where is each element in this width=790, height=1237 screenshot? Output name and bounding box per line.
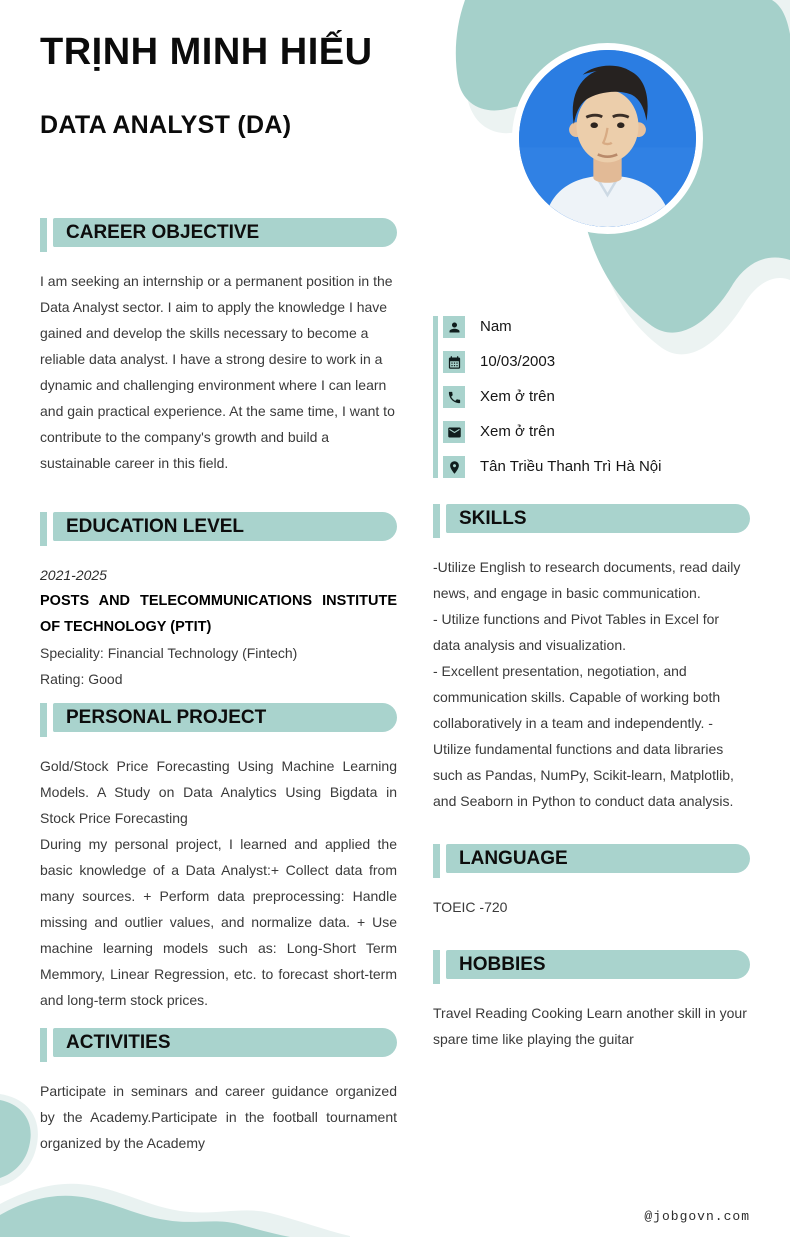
email-icon — [443, 421, 465, 443]
left-column — [40, 0, 397, 1156]
info-row-email — [443, 421, 750, 443]
section-heading — [40, 512, 397, 546]
section-heading — [433, 844, 750, 878]
section-heading — [40, 1028, 397, 1062]
heading-title: EDUCATION LEVEL — [53, 512, 397, 541]
education-speciality: Speciality: Financial Technology (Fintech) — [40, 645, 298, 661]
info-address: Tân Triều Thanh Trì Hà Nội — [480, 458, 662, 475]
section-career-objective — [40, 218, 397, 476]
heading-title: LANGUAGE — [446, 844, 750, 873]
heading-title: HOBBIES — [446, 950, 750, 979]
heading-accent-bar — [40, 218, 47, 252]
heading-title: PERSONAL PROJECT — [53, 703, 397, 732]
section-heading — [40, 703, 397, 737]
heading-accent-bar — [433, 504, 440, 538]
section-activities — [40, 1028, 397, 1156]
activities-text: Participate in seminars and career guidance organized by the Academy.Participate in the football tournament organized by the Academy — [40, 1083, 397, 1151]
section-heading — [433, 504, 750, 538]
section-hobbies — [433, 950, 750, 1052]
section-heading — [40, 218, 397, 252]
info-row-birthdate — [443, 351, 750, 373]
info-email: Xem ở trên — [480, 423, 555, 440]
section-personal-project — [40, 703, 397, 1013]
education-school: POSTS AND TELECOMMUNICATIONS INSTITUTE OF TECHNOLOGY (PTIT) — [40, 593, 397, 635]
section-language — [433, 844, 750, 920]
project-text: During my personal project, I learned and applied the basic knowledge of a Data Analyst:+ Collect data from many sources. + Perform data preprocessing: Handle missing and outlier values, and normalize data. + Use machine learning models such as: Long-Short Term Memmory, Linear Regression, etc. to forecast short-term and long-term stock prices. — [40, 836, 397, 1008]
section-heading — [433, 950, 750, 984]
info-birthdate: 10/03/2003 — [480, 353, 556, 370]
info-row-address — [443, 456, 750, 478]
info-phone: Xem ở trên — [480, 388, 555, 405]
job-title: DATA ANALYST (DA) — [40, 111, 292, 139]
heading-accent-bar — [40, 703, 47, 737]
heading-title: SKILLS — [446, 504, 750, 533]
heading-title: CAREER OBJECTIVE — [53, 218, 397, 247]
info-row-gender — [443, 316, 750, 338]
section-education — [40, 512, 397, 692]
heading-accent-bar — [433, 950, 440, 984]
education-period: 2021-2025 — [40, 567, 107, 583]
career-objective-text: I am seeking an internship or a permanent position in the Data Analyst sector. I aim to apply the knowledge I have gained and develop the skills necessary to become a reliable data analyst. I have a strong desire to work in a dynamic and challenging environment where I can learn and gain practical experience. At the same time, I want to contribute to the company's growth and build a sustainable career in this field. — [40, 273, 395, 471]
heading-title: ACTIVITIES — [53, 1028, 397, 1057]
hobbies-text: Travel Reading Cooking Learn another skill in your spare time like playing the guitar — [433, 1005, 747, 1047]
heading-accent-bar — [40, 512, 47, 546]
education-rating: Rating: Good — [40, 671, 123, 687]
phone-icon — [443, 386, 465, 408]
language-text: TOEIC -720 — [433, 899, 508, 915]
person-icon — [443, 316, 465, 338]
info-gender: Nam — [480, 318, 512, 335]
info-row-phone — [443, 386, 750, 408]
calendar-icon — [443, 351, 465, 373]
project-text: Gold/Stock Price Forecasting Using Machine Learning Models. A Study on Data Analytics Using Bigdata in Stock Price Forecasting — [40, 758, 397, 826]
heading-accent-bar — [40, 1028, 47, 1062]
right-column — [433, 0, 750, 1052]
heading-accent-bar — [433, 844, 440, 878]
skills-text: - Utilize functions and Pivot Tables in Excel for data analysis and visualization. — [433, 611, 720, 653]
candidate-name: TRỊNH MINH HIẾU — [40, 31, 373, 73]
location-pin-icon — [443, 456, 465, 478]
section-skills — [433, 504, 750, 814]
site-watermark: @jobgovn.com — [644, 1209, 750, 1224]
personal-info-block — [433, 316, 750, 478]
skills-text: - Excellent presentation, negotiation, and communication skills. Capable of working both collaboratively in a team and independently. - Utilize fundamental functions and data libraries such as Pandas, NumPy, Scikit-learn, Matplotlib, and Seaborn in Python to conduct data analysis. — [433, 663, 734, 809]
skills-text: -Utilize English to research documents, read daily news, and engage in basic communication. — [433, 559, 741, 601]
